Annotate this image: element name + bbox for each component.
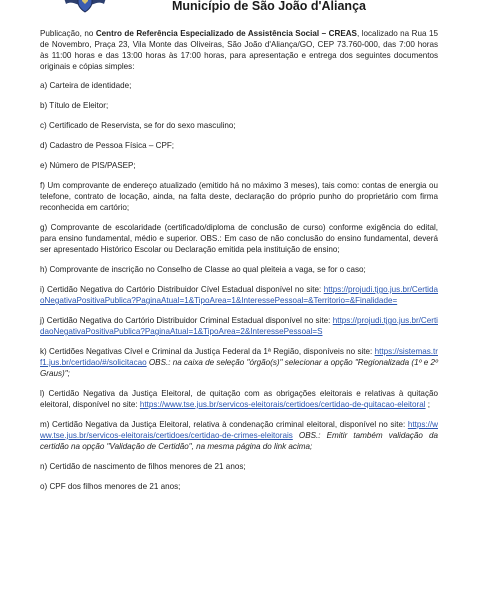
item-l bbox=[40, 388, 438, 410]
item-d: d) Cadastro de Pessoa Física – CPF; bbox=[40, 141, 175, 150]
item-m bbox=[40, 419, 438, 452]
item-j bbox=[40, 315, 438, 337]
organization-name: Centro de Referência Especializado de Assistência Social – CREAS bbox=[95, 29, 357, 38]
item-i-text: i) Certidão Negativa do Cartório Distribuidor Cível Estadual disponível no site: bbox=[40, 285, 324, 294]
item-c: c) Certificado de Reservista, se for do sexo masculino; bbox=[40, 121, 236, 130]
municipal-coat-of-arms bbox=[58, 0, 112, 16]
item-k-note: OBS.: na caixa de seleção "órgão(s)" selecionar a opção "Regionalizada (1º e 2º Graus)"; bbox=[40, 358, 438, 378]
item-h: h) Comprovante de inscrição no Conselho de Classe ao qual pleiteia a vaga, se for o caso; bbox=[40, 265, 366, 274]
item-e: e) Número de PIS/PASEP; bbox=[40, 161, 136, 170]
intro-paragraph bbox=[40, 28, 438, 72]
item-k-text: k) Certidões Negativas Cível e Criminal da Justiça Federal da 1ª Região, disponíveis no site: bbox=[40, 347, 375, 356]
item-a: a) Carteira de identidade; bbox=[40, 81, 132, 90]
municipality-title: Município de São João d'Aliança bbox=[172, 0, 366, 13]
item-l-link[interactable]: https://www.tse.jus.br/servicos-eleitorais/certidoes/certidao-de-quitacao-eleitoral bbox=[139, 400, 426, 409]
intro-rest: , localizado na Rua 15 de Novembro, Praça 23, Vila Monte das Oliveiras, São João d'Aliança/GO, CEP 73.760-000, das 7:00 horas às 11:00 horas e das 13:00 horas às 17:00 horas, para apresentação e entrega dos seguintes documentos originais e cópias simples: bbox=[40, 29, 439, 71]
item-b: b) Título de Eleitor; bbox=[40, 101, 109, 110]
item-k bbox=[40, 346, 438, 379]
item-f: f) Um comprovante de endereço atualizado (emitido há no máximo 3 meses), tais como: contas de energia ou telefone, contrato de locação, ainda, na falta deste, declaração do próprio punho do proprietário com firma reconhecida em cartório; bbox=[40, 181, 438, 212]
item-m-link[interactable]: https://www.tse.jus.br/servicos-eleitorais/certidoes/certidao-de-crimes-eleitorais bbox=[40, 420, 438, 440]
item-g: g) Comprovante de escolaridade (certificado/diploma de conclusão de curso) conforme exigência do edital, para ensino fundamental, médio e superior. OBS.: Em caso de não conclusão do ensino fundamental, deverá ser apresentado Histórico Escolar ou Declaração emitida pela instituição de ensino; bbox=[40, 223, 438, 254]
item-l-text: l) Certidão Negativa da Justiça Eleitoral, de quitação com as obrigações eleitorais e relativas à quitação eleitoral, disponível no site: bbox=[40, 389, 438, 409]
item-m-note: OBS.: Emitir também validação da certidão na opção "Validação de Certidão", na mesma página do link acima; bbox=[40, 431, 438, 451]
item-n: n) Certidão de nascimento de filhos menores de 21 anos; bbox=[40, 462, 246, 471]
item-o: o) CPF dos filhos menores de 21 anos; bbox=[40, 482, 181, 491]
item-i-link[interactable]: https://projudi.tjgo.jus.br/CertidaoNegativaPositivaPublica?PaginaAtual=1&TipoArea=1&InteressePessoal=&Territorio=&Finalidade= bbox=[40, 285, 438, 305]
item-l-end: ; bbox=[425, 400, 431, 409]
document-body bbox=[40, 28, 438, 501]
item-j-link[interactable]: https://projudi.tjgo.jus.br/CertidaoNegativaPositivaPublica?PaginaAtual=1&TipoArea=2&InteressePessoal=S bbox=[40, 316, 438, 336]
item-k-link[interactable]: https://sistemas.trf1.jus.br/certidao/#/solicitacao bbox=[40, 347, 438, 367]
item-i bbox=[40, 284, 438, 306]
intro-lead: Publicação, no bbox=[40, 29, 96, 38]
item-m-text: m) Certidão Negativa da Justiça Eleitoral, relativa à condenação criminal eleitoral, disponível no site: bbox=[40, 420, 408, 429]
item-j-text: j) Certidão Negativa do Cartório Distribuidor Criminal Estadual disponível no site: bbox=[40, 316, 333, 325]
